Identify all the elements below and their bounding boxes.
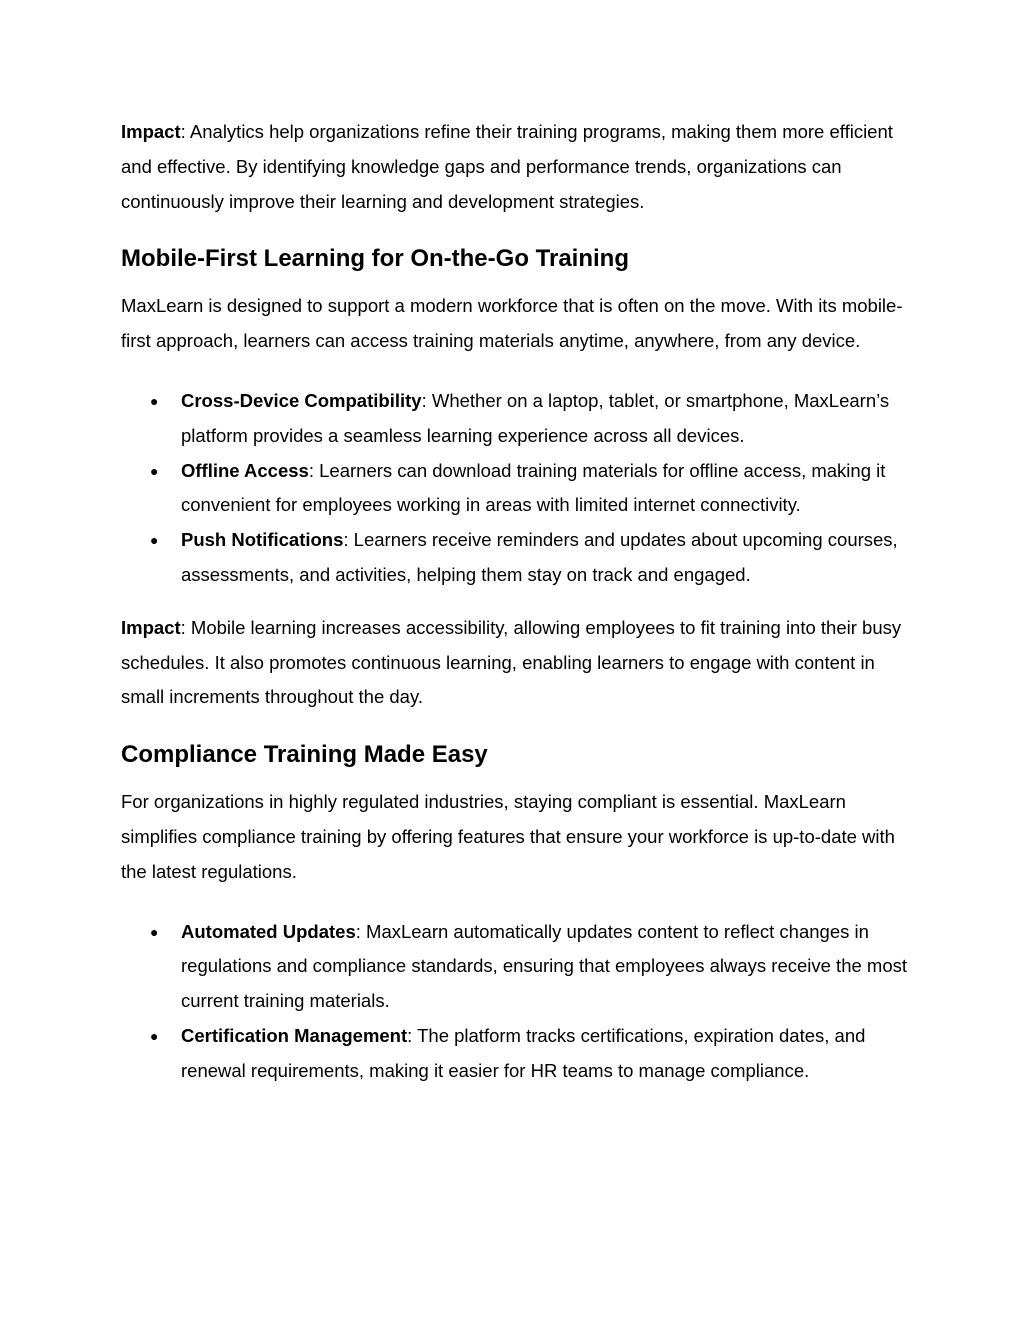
bullet-icon: ● <box>150 462 159 479</box>
list-item-push-notifications <box>121 523 921 593</box>
list-item-title: Push Notifications <box>181 529 344 551</box>
impact-text: : Mobile learning increases accessibility, allowing employees to fit training into their busy schedules. It also promotes continuous learning, enabling learners to engage with content in small increments throughout the day. <box>121 616 902 708</box>
list-item-text: : Learners can download training materials for offline access, making it convenient for employees working in areas with limited internet connectivity. <box>181 459 886 516</box>
list-item-title: Offline Access <box>181 459 309 481</box>
list-item-offline-access <box>121 454 921 524</box>
compliance-feature-list <box>121 915 921 1089</box>
list-item-text: : MaxLearn automatically updates content to reflect changes in regulations and compliance standards, ensuring that employees always receive the most current training materials. <box>181 920 908 1012</box>
impact-analytics-paragraph <box>121 115 921 219</box>
impact-mobile-paragraph <box>121 611 921 715</box>
impact-label: Impact <box>121 121 181 142</box>
compliance-intro-paragraph: For organizations in highly regulated industries, staying compliant is essential. MaxLearn simplifies compliance training by offering features that ensure your workforce is up-to-date with the latest regulations. <box>121 791 895 882</box>
list-item-automated-updates <box>121 915 921 1019</box>
list-item-text: : Whether on a laptop, tablet, or smartphone, MaxLearn’s platform provides a seamless learning experience across all devices. <box>181 389 890 446</box>
bullet-icon: ● <box>150 532 159 549</box>
compliance-section-heading: Compliance Training Made Easy <box>121 741 488 769</box>
impact-text: : Analytics help organizations refine their training programs, making them more efficient and effective. By identifying knowledge gaps and performance trends, organizations can continuously improve their learning and development strategies. <box>121 121 893 212</box>
bullet-icon: ● <box>150 923 159 940</box>
mobile-section-heading: Mobile-First Learning for On-the-Go Training <box>121 245 629 273</box>
list-item-text: : The platform tracks certifications, expiration dates, and renewal requirements, making it easier for HR teams to manage compliance. <box>181 1024 866 1081</box>
bullet-icon: ● <box>150 392 159 409</box>
list-item-text: : Learners receive reminders and updates about upcoming courses, assessments, and activities, helping them stay on track and engaged. <box>181 529 898 585</box>
list-item-title: Cross-Device Compatibility <box>181 389 422 411</box>
list-item-certification-management <box>121 1019 921 1089</box>
mobile-intro-paragraph: MaxLearn is designed to support a modern workforce that is often on the move. With its mobile-first approach, learners can access training materials anytime, anywhere, from any device. <box>121 295 903 352</box>
list-item-cross-device <box>121 384 921 454</box>
impact-label: Impact <box>121 616 181 638</box>
bullet-icon: ● <box>150 1027 159 1044</box>
list-item-title: Certification Management <box>181 1024 408 1046</box>
mobile-feature-list <box>121 384 921 593</box>
list-item-title: Automated Updates <box>181 920 356 942</box>
document-page <box>121 115 921 1089</box>
